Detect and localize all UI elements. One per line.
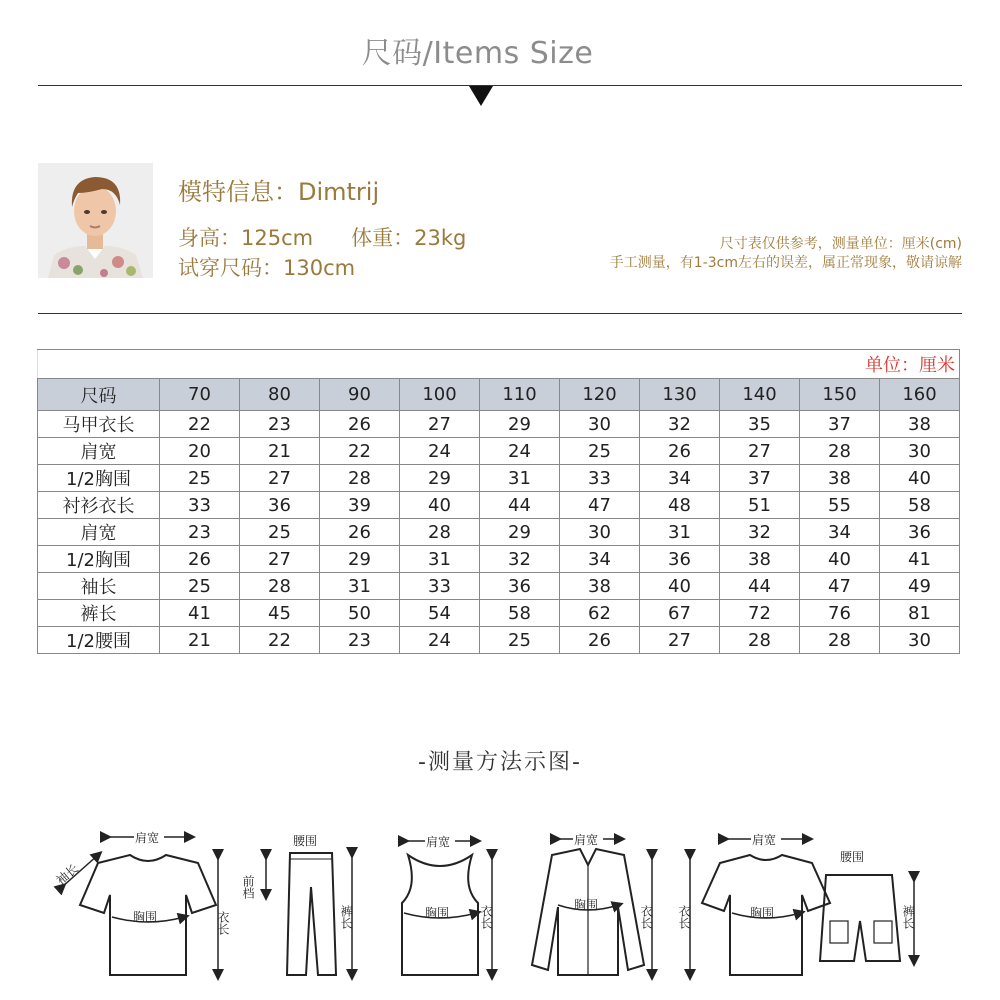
row-label-cell: 1/2胸围 [38,465,160,492]
table-cell: 36 [640,546,720,573]
row-label-cell: 衬衫衣长 [38,492,160,519]
table-cell: 25 [160,465,240,492]
diagram-title: -测量方法示图- [418,750,582,775]
down-triangle-icon [469,86,493,106]
table-cell: 51 [720,492,800,519]
table-cell: 34 [560,546,640,573]
table-cell: 33 [560,465,640,492]
header-label-cell: 尺码 [38,379,160,411]
table-cell: 28 [400,519,480,546]
table-cell: 38 [720,546,800,573]
length-label-4: 衣长 [677,905,691,929]
table-header-row [38,379,960,411]
table-cell: 81 [880,600,960,627]
table-row [38,627,960,654]
table-cell: 22 [320,438,400,465]
table-cell: 24 [400,627,480,654]
row-label-cell: 马甲衣长 [38,411,160,438]
table-cell: 27 [640,627,720,654]
row-label-cell: 肩宽 [38,519,160,546]
table-cell: 41 [880,546,960,573]
model-weight: 体重：23kg [351,226,467,250]
table-cell: 31 [480,465,560,492]
model-photo [38,163,153,278]
table-cell: 25 [160,573,240,600]
table-cell: 27 [720,438,800,465]
chest-label: 胸围 [133,910,158,924]
size-header-cell: 80 [240,379,320,411]
table-cell: 31 [320,573,400,600]
table-cell: 29 [480,519,560,546]
table-row [38,465,960,492]
table-cell: 30 [880,438,960,465]
row-label-cell: 1/2腰围 [38,627,160,654]
shoulder-label: 肩宽 [135,831,160,845]
table-cell: 29 [400,465,480,492]
length-label-3: 衣长 [639,905,653,929]
table-cell: 37 [720,465,800,492]
pant-length-label-1: 裤长 [339,905,353,929]
table-cell: 23 [160,519,240,546]
table-cell: 72 [720,600,800,627]
table-cell: 32 [720,519,800,546]
table-cell: 47 [800,573,880,600]
table-cell: 38 [800,465,880,492]
tshirt-diagram-icon [53,829,230,975]
size-table [37,349,960,654]
table-row [38,573,960,600]
table-cell: 44 [720,573,800,600]
table-cell: 44 [480,492,560,519]
table-cell: 21 [240,438,320,465]
table-cell: 24 [400,438,480,465]
shoulder-label-3: 肩宽 [574,833,599,847]
table-cell: 55 [800,492,880,519]
table-cell: 26 [320,519,400,546]
table-cell: 26 [560,627,640,654]
table-cell: 26 [320,411,400,438]
waist-label-2: 腰围 [840,850,865,864]
table-cell: 28 [800,627,880,654]
table-cell: 28 [720,627,800,654]
row-label-cell: 裤长 [38,600,160,627]
table-cell: 38 [560,573,640,600]
table-cell: 30 [560,519,640,546]
table-cell: 54 [400,600,480,627]
table-cell: 34 [800,519,880,546]
size-header-cell: 70 [160,379,240,411]
size-header-cell: 90 [320,379,400,411]
chest-label-2: 胸围 [425,906,450,920]
model-height: 身高：125cm [178,226,314,250]
model-name: 模特信息：Dimtrij [178,178,380,206]
size-header-cell: 100 [400,379,480,411]
table-cell: 22 [160,411,240,438]
table-cell: 40 [800,546,880,573]
table-cell: 28 [240,573,320,600]
model-measurements [178,222,466,252]
table-cell: 47 [560,492,640,519]
unit-row [38,350,960,379]
table-row [38,546,960,573]
length-label-2: 衣长 [479,905,493,929]
table-cell: 21 [160,627,240,654]
measurement-diagram [40,825,960,990]
table-cell: 62 [560,600,640,627]
table-row [38,438,960,465]
table-cell: 30 [880,627,960,654]
table-row [38,519,960,546]
table-cell: 40 [400,492,480,519]
shoulder-label-2: 肩宽 [426,835,451,849]
size-header-cell: 150 [800,379,880,411]
row-label-cell: 1/2胸围 [38,546,160,573]
table-cell: 23 [240,411,320,438]
table-cell: 41 [160,600,240,627]
table-cell: 32 [480,546,560,573]
note-reference: 尺寸表仅供参考，测量单位：厘米(cm) [719,236,962,252]
table-cell: 25 [240,519,320,546]
sleeve-label: 袖长 [53,861,81,888]
table-cell: 45 [240,600,320,627]
table-cell: 40 [640,573,720,600]
table-cell: 58 [480,600,560,627]
table-cell: 34 [640,465,720,492]
table-cell: 36 [240,492,320,519]
table-cell: 26 [160,546,240,573]
table-cell: 33 [400,573,480,600]
waist-label-1: 腰围 [293,834,318,848]
table-cell: 29 [480,411,560,438]
table-cell: 24 [480,438,560,465]
table-cell: 67 [640,600,720,627]
table-cell: 36 [480,573,560,600]
table-cell: 35 [720,411,800,438]
table-cell: 26 [640,438,720,465]
table-cell: 37 [800,411,880,438]
table-cell: 31 [640,519,720,546]
table-cell: 25 [560,438,640,465]
table-cell: 39 [320,492,400,519]
model-try-size: 试穿尺码：130cm [178,256,356,280]
chest-label-3: 胸围 [574,898,599,912]
table-row [38,411,960,438]
table-cell: 20 [160,438,240,465]
table-cell: 29 [320,546,400,573]
chest-label-4: 胸围 [750,906,775,920]
size-header-cell: 120 [560,379,640,411]
shoulder-label-4: 肩宽 [752,833,777,847]
table-cell: 76 [800,600,880,627]
page-title: 尺码/Items Size [361,36,594,71]
table-row [38,600,960,627]
table-cell: 40 [880,465,960,492]
row-label-cell: 袖长 [38,573,160,600]
table-cell: 31 [400,546,480,573]
jacket-diagram-icon [532,831,653,975]
table-cell: 27 [240,465,320,492]
table-cell: 27 [400,411,480,438]
tee-shorts-set-diagram-icon [677,831,915,975]
table-cell: 23 [320,627,400,654]
pants-diagram-icon [241,834,353,975]
vest-diagram-icon [402,833,493,975]
size-header-cell: 130 [640,379,720,411]
table-cell: 50 [320,600,400,627]
note-tolerance: 手工测量，有1-3cm左右的误差，属正常现象，敬请谅解 [609,255,962,271]
table-row [38,492,960,519]
pant-length-label-2: 裤长 [901,905,915,929]
middle-divider [38,313,962,314]
table-cell: 27 [240,546,320,573]
unit-label: 单位：厘米 [38,350,960,379]
size-header-cell: 110 [480,379,560,411]
row-label-cell: 肩宽 [38,438,160,465]
table-cell: 49 [880,573,960,600]
table-cell: 22 [240,627,320,654]
length-label-1: 衣长 [216,911,230,935]
size-header-cell: 160 [880,379,960,411]
table-cell: 25 [480,627,560,654]
table-cell: 32 [640,411,720,438]
table-cell: 30 [560,411,640,438]
table-cell: 58 [880,492,960,519]
top-divider [38,85,962,86]
table-cell: 36 [880,519,960,546]
rise-label: 前档 [241,875,255,899]
table-cell: 33 [160,492,240,519]
table-cell: 28 [320,465,400,492]
size-header-cell: 140 [720,379,800,411]
table-cell: 38 [880,411,960,438]
table-cell: 48 [640,492,720,519]
table-cell: 28 [800,438,880,465]
